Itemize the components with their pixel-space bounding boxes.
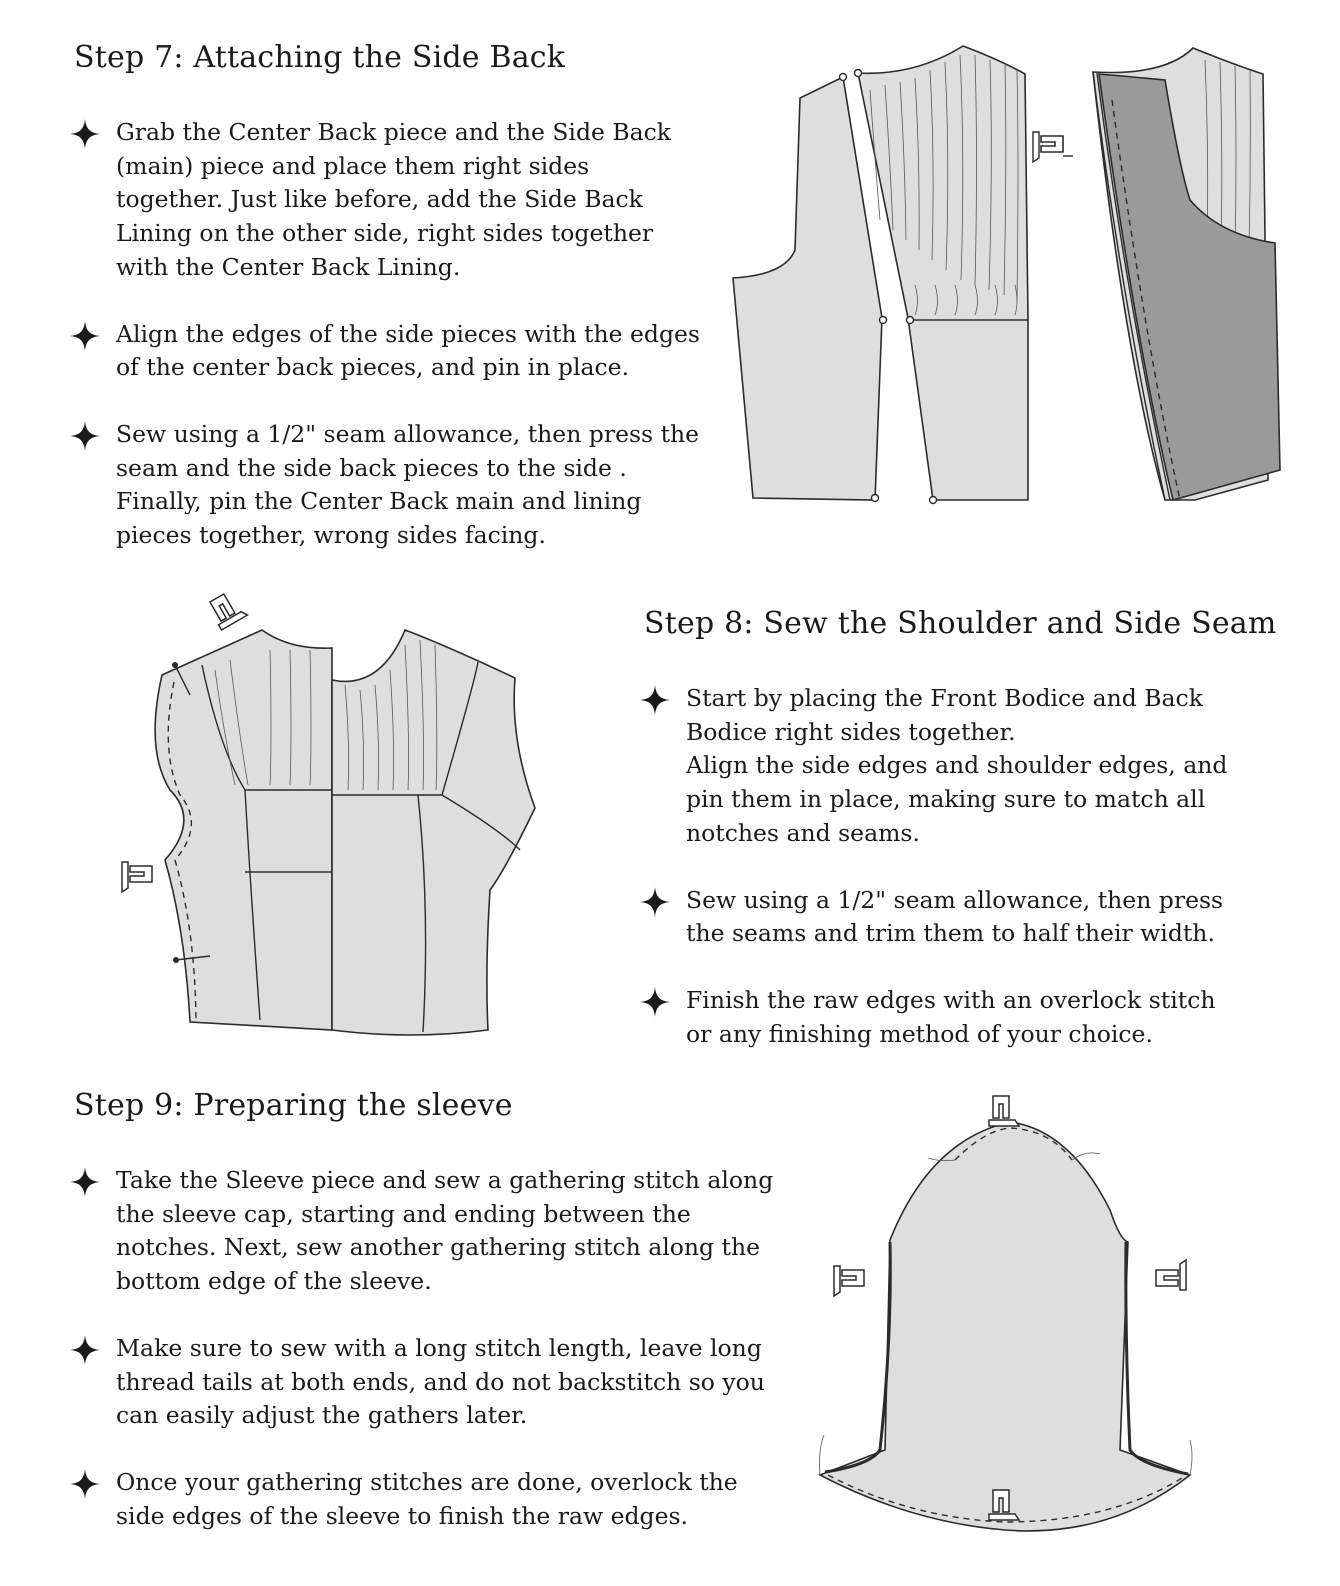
presser-foot-icon [1156, 1260, 1186, 1290]
four-point-star-icon [640, 987, 670, 1017]
presser-foot-icon [1033, 132, 1073, 162]
presser-foot-icon [122, 862, 152, 892]
list-item: Grab the Center Back piece and the Side Back (main) piece and place them right sides together. Just like before, add the Side Back Lining on the other side, right sides together with the Center Back Lining. [74, 116, 714, 285]
list-item: Sew using a 1/2" seam allowance, then press the seam and the side back pieces to the side . Finally, pin the Center Back main and lining pieces together, wrong sides facing. [74, 418, 714, 553]
list-item: Align the edges of the side pieces with the edges of the center back pieces, and pin in place. [74, 318, 714, 385]
list-item: Once your gathering stitches are done, overlock the side edges of the sleeve to finish the raw edges. [74, 1466, 794, 1533]
four-point-star-icon [70, 321, 100, 351]
four-point-star-icon [70, 119, 100, 149]
list-item: Start by placing the Front Bodice and Back Bodice right sides together. Align the side edges and shoulder edges, and pin them in place, making sure to match all notches and seams. [644, 682, 1304, 851]
four-point-star-icon [70, 1167, 100, 1197]
list-item: Finish the raw edges with an overlock stitch or any finishing method of your choice. [644, 984, 1304, 1051]
side-back-piece [733, 77, 882, 500]
list-item: Take the Sleeve piece and sew a gathering stitch along the sleeve cap, starting and ending between the notches. Next, sew another gathering stitch along the bottom edge of the sleeve. [74, 1164, 794, 1299]
step9-title: Step 9: Preparing the sleeve [74, 1088, 513, 1123]
step8-title: Step 8: Sew the Shoulder and Side Seam [644, 606, 1277, 641]
list-item: Make sure to sew with a long stitch length, leave long thread tails at both ends, and do not backstitch so you can easily adjust the gathers later. [74, 1332, 794, 1433]
step9-list [74, 1164, 794, 1566]
step8-list [644, 682, 1304, 1084]
presser-foot-icon [207, 590, 248, 630]
presser-foot-icon [989, 1096, 1019, 1126]
four-point-star-icon [640, 887, 670, 917]
four-point-star-icon [70, 421, 100, 451]
four-point-star-icon [70, 1335, 100, 1365]
sleeve-illustration [810, 1090, 1210, 1540]
step7-title: Step 7: Attaching the Side Back [74, 40, 566, 75]
four-point-star-icon [70, 1469, 100, 1499]
step7-list [74, 116, 714, 586]
center-back-piece [858, 46, 1028, 500]
bodice-illustration [110, 590, 550, 1050]
presser-foot-icon [834, 1266, 864, 1296]
side-back-illustration [725, 40, 1305, 510]
list-item: Sew using a 1/2" seam allowance, then press the seams and trim them to half their width. [644, 884, 1304, 951]
four-point-star-icon [640, 685, 670, 715]
